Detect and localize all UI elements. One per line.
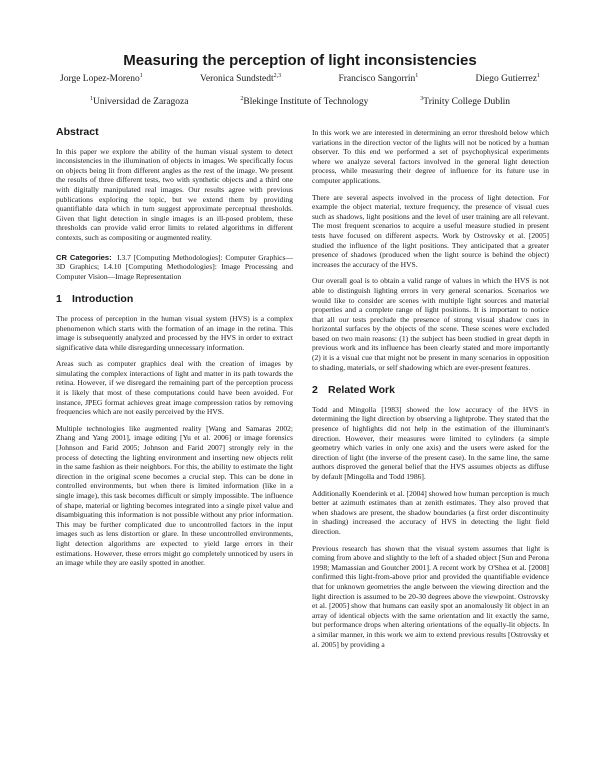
intro-paragraph: Our overall goal is to obtain a valid range of values in which the HVS is not able to distinguish lighting errors in very general scenarios. Scenarios we would like to consider are scenes with multiple light sources and material properties and a complete range of light positions. It is important to notice that all our tests preclude the presence of strong visual shadow cues in horizontal surfaces by the objects of the scene. These scenes were excluded based on two main reasons: (1) the subject has been studied in great depth in previous work and its influence has been clearly stated and more importantly (2) it is a visual cue that might not be present in many scenarios in opposition to shading, materials, or self shadowing which are ever-present features. [312,276,549,372]
intro-paragraph: Areas such as computer graphics deal with the creation of images by simulating the complex interactions of light and matter in its path towards the retina. However, if we disregard the remaining part of the perception process it is likely that most of these computations could have been avoided. For instance, JPEG format achieves great image compression ratios by removing frequencies which are not easily perceived by the HVS. [56,359,293,417]
affiliation: $^2$Blekinge Institute of Technology [240,95,369,107]
cr-categories-text: I.3.7 [Computing Methodologies]: Computer Graphics—3D Graphics; I.4.10 [Computing Methodologies]: Image Processing and Computer Vision—Image Representation [56,252,293,281]
author: Francisco Sangorrin$^1$ [338,72,419,84]
left-column [56,128,293,575]
author: Diego Gutierrez$^1$ [475,72,540,84]
section-heading-related-work: 2 Related Work [312,384,395,397]
related-work-paragraph: Additionally Koenderink et al. [2004] showed how human perception is much better at azimuth estimates than at zenith estimates. They also proved that when shadows are present, the shadow boundaries (a first order discontinuity in shading) increased the accuracy of HVS in detecting the light field direction. [312,488,549,536]
related-work-paragraph: Previous research has shown that the visual system assumes that light is coming from above and slightly to the left of a shaded object [Sun and Perona 1998; Mamassian and Goutcher 2001]. A recent work by O'Shea et al. [2008] confirmed this light-from-above prior and provided the quantifiable evidence that for unknown geometries the angle between the viewing direction and the light direction is assumed to be 20-30 degrees above the viewpoint. Ostrovsky et al. [2005] show that humans can easily spot an anomalously lit object in an array of identical objects with the same orientation and lit exactly the same, but performance drops when altering orientations of the equally-lit objects. In a similar manner, in this work we aim to extend previous results [Ostrovsky et al. 2005] by providing a [312,543,549,649]
intro-paragraph: Multiple technologies like augmented reality [Wang and Samaras 2002; Zhang and Yang 2001], image editing [Yu et al. 2006] or image forensics [Johnson and Farid 2005; Johnson and Farid 2007] strongly rely in the process of detecting the lighting environment and inserting new objects relit in the same fashion as their neighbors. For this, the ability to estimate the light direction in the original scene becomes a crucial step. This can be done in controlled environments, but when there is limited information (like in a single image), this task becomes difficult or simply impossible. The influence of shape, material or lighting becomes integrated into a single pixel value and disambiguating this information is not possible without any prior information. This may be further complicated due to uncontrolled factors in the input images such as lens distortion or glare. In these uncontrolled environments, light detection algorithms are expected to yield large errors in their estimations. However, these errors might go completely unnoticed by users in an image while they are easily spotted in another. [56,423,293,568]
cr-categories-label: CR Categories: [56,252,112,262]
intro-paragraph: There are several aspects involved in the process of light detection. For example the object material, texture frequency, the presence of visual cues such as shadows, light positions and the level of user training are all relevant. The most frequent scenarios to acquire a useful measure studied in present tests have focused on different aspects. Work by Ostrovsky et al. [2005] studied the influence of the light positions. They anticipated that a greater presence of shadows (produced when the light source is behind the object) increases the accuracy of the HVS. [312,192,549,269]
right-column [312,128,549,656]
cr-categories [56,253,293,282]
section-heading-introduction: 1 Introduction [56,293,134,306]
intro-paragraph: The process of perception in the human visual system (HVS) is a complex phenomenon which starts with the formation of an image in the retina. This image is subsequently analyzed and processed by the HVS in order to extract significative data while disregarding unnecessary information. [56,313,293,352]
affiliation: $^1$Universidad de Zaragoza [90,95,189,107]
author: Jorge Lopez-Moreno$^1$ [60,72,143,84]
abstract-text: In this paper we explore the ability of the human visual system to detect inconsistencies in the illumination of objects in images. We specifically focus on objects being lit from different angles as the rest of the image. We present the results of three different tests, two with synthetic objects and a third one with digitally manipulated real images. Our results agree with previous publications exploring the topic, but we extend them by providing quantifiable data which in turn suggest approximate perceptual thresholds. Given that light detection in single images is an ill-posed problem, these thresholds can provide valid error limits to related algorithms in different contexts, such as compositing or augmented reality. [56,146,293,242]
affiliation-list [90,97,510,107]
related-work-paragraph: Todd and Mingolla [1983] showed the low accuracy of the HVS in determining the light direction by observing a lightprobe. They stated that the presence of highlights did not help in the estimation of the illuminant's direction. However, their measures were limited to cylinders (a simple geometry which varies in only one axis) and the users were asked for the direction of light (the inverse of the present case). In the same line, the same authors disproved the general belief that the HVS assumes objects as diffuse by default [Mingolla and Todd 1986]. [312,404,549,481]
paper-title: Measuring the perception of light inconsistencies [123,52,477,69]
intro-paragraph: In this work we are interested in determining an error threshold below which variations in the direction vector of the lights will not be noticed by a human observer. To this end we performed a set of psychophysical experiments where we analyze several factors involved in the general light detection process, while measuring their degree of influence for its future use in computer applications. [312,128,549,185]
affiliation: $^3$Trinity College Dublin [420,95,510,107]
author: Veronica Sundstedt$^{2,3}$ [200,72,282,84]
author-list [60,74,540,84]
abstract-heading: Abstract [56,126,99,138]
